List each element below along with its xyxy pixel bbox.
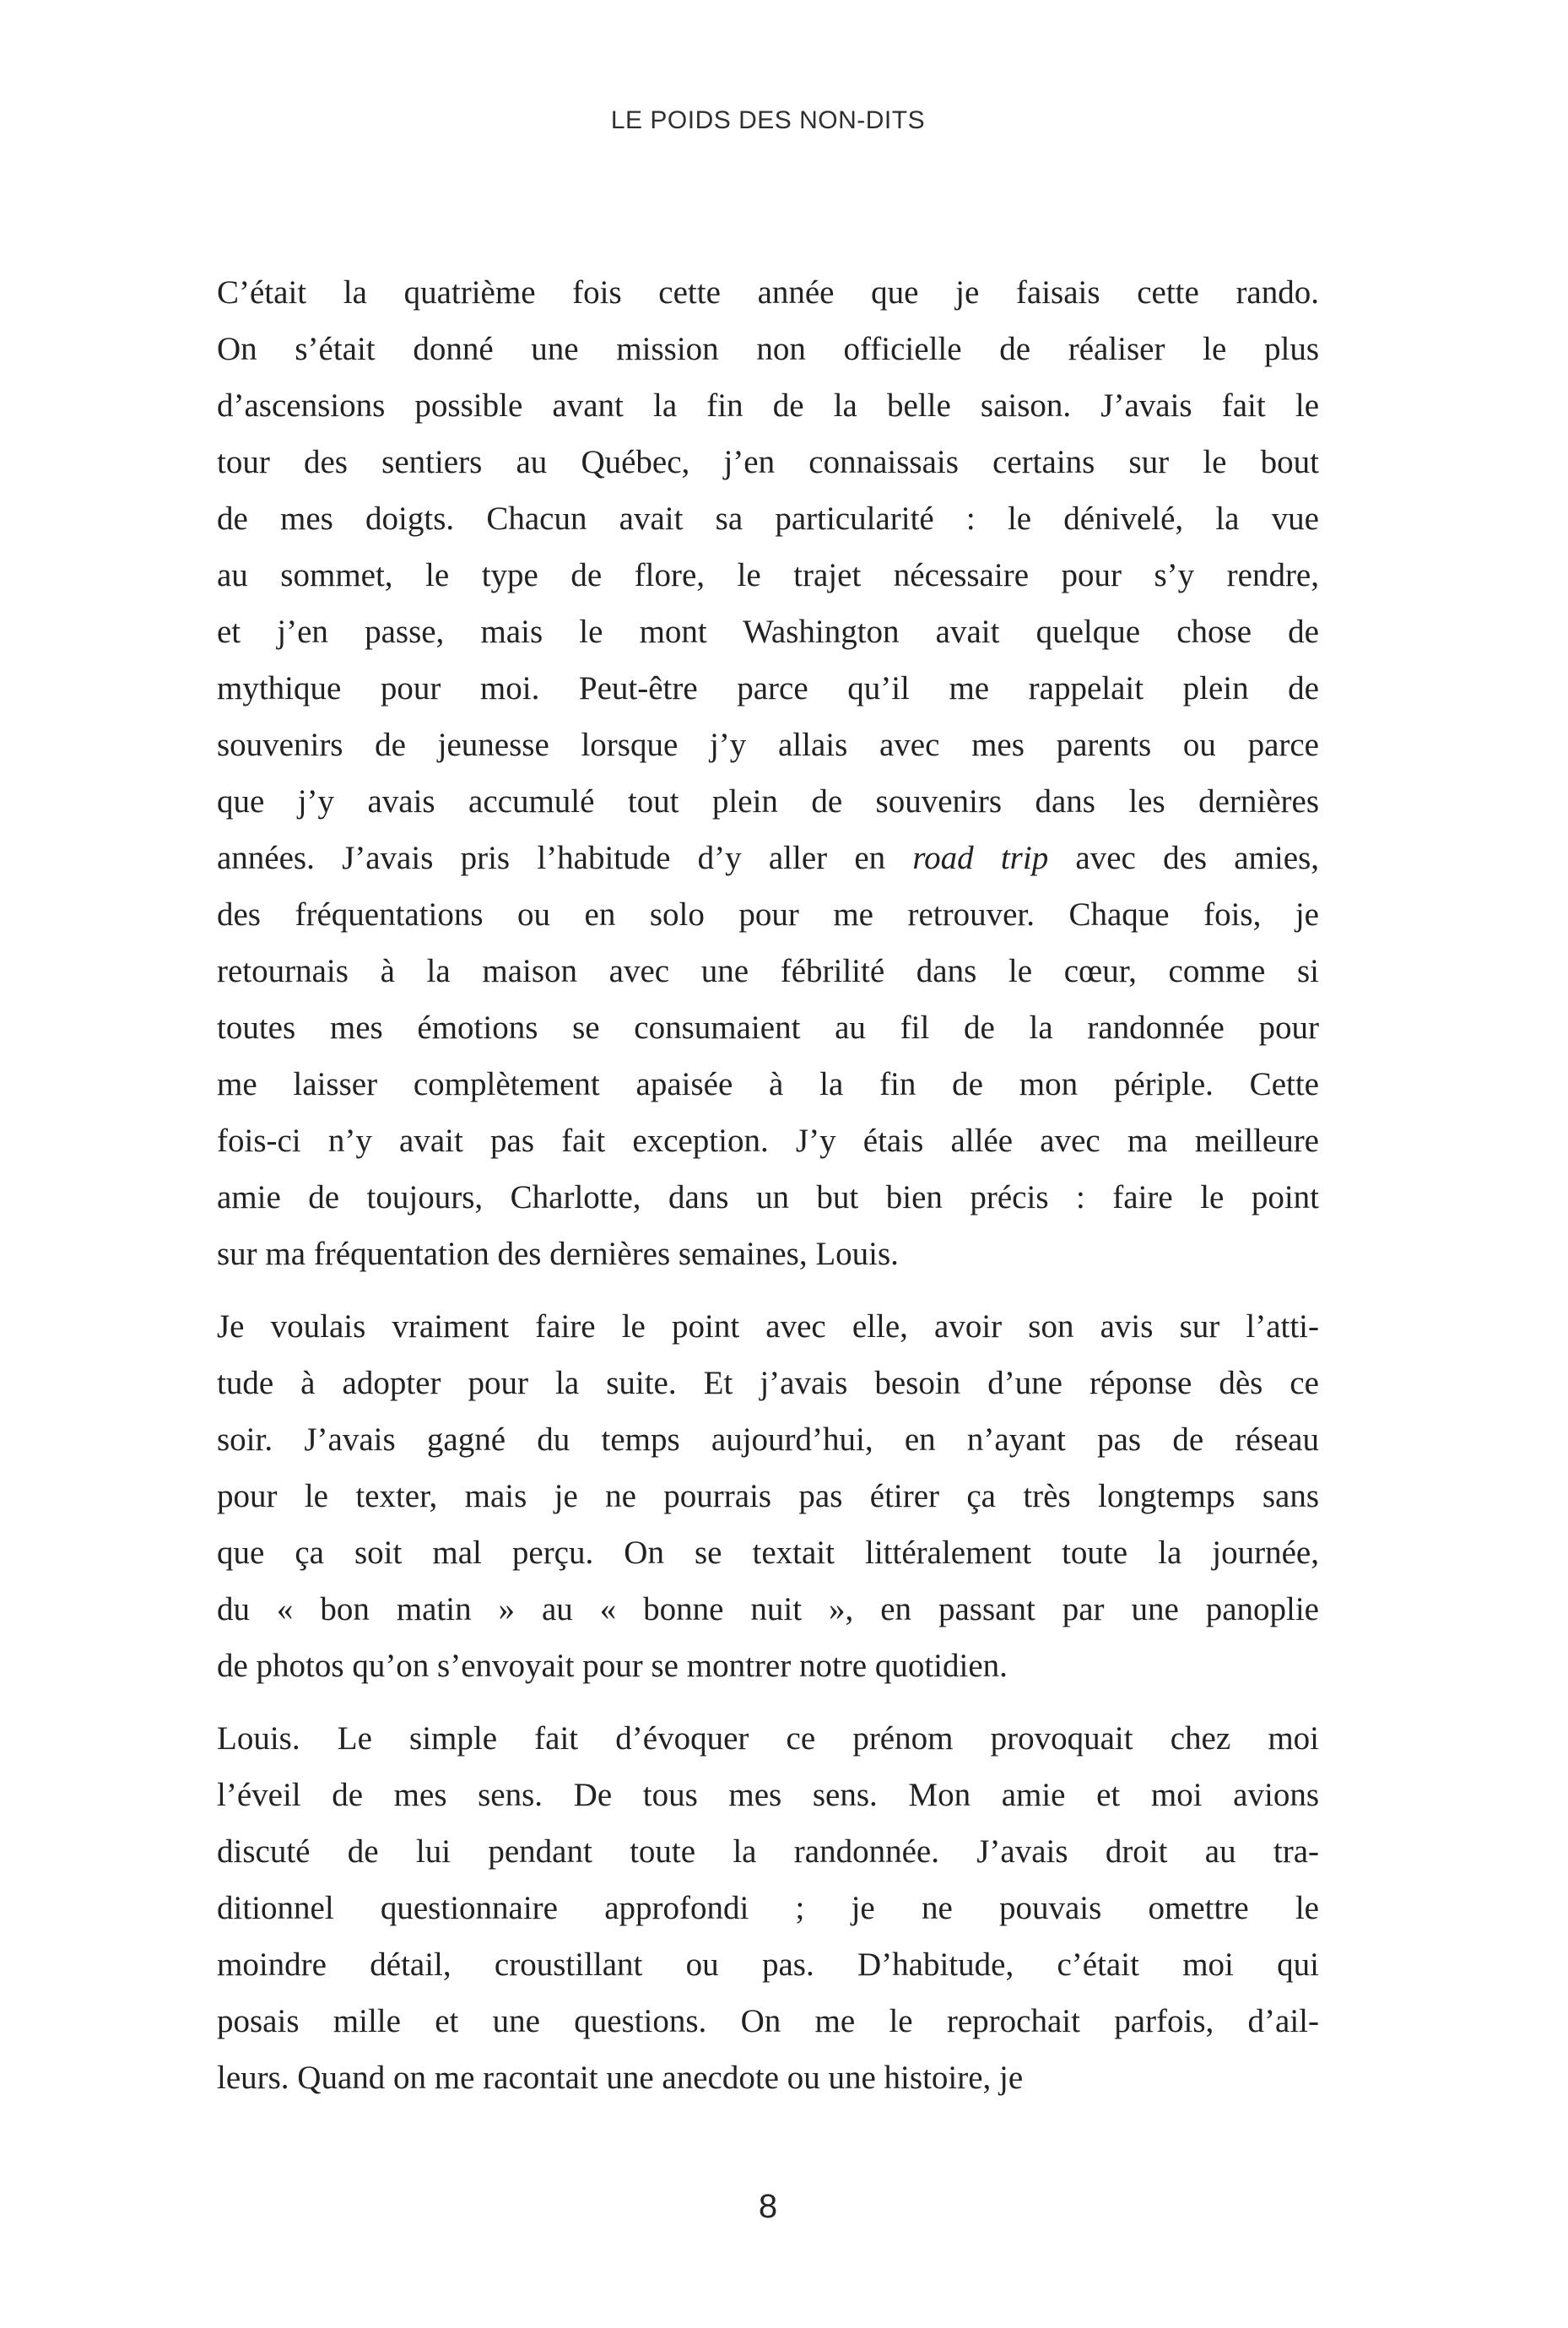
text-line: retournais à la maison avec une fébrilité dans le cœur, comme si xyxy=(217,953,1319,989)
text-line: soir. J’avais gagné du temps aujourd’hui, en n’ayant pas de réseau xyxy=(217,1421,1319,1458)
text-line: me laisser complètement apaisée à la fin de mon périple. Cette xyxy=(217,1066,1319,1102)
text-line: que ça soit mal perçu. On se textait littéralement toute la journée, xyxy=(217,1535,1319,1571)
text-line: des fréquentations ou en solo pour me retrouver. Chaque fois, je xyxy=(217,896,1319,933)
text-line: l’éveil de mes sens. De tous mes sens. Mon amie et moi avions xyxy=(217,1777,1319,1813)
text-line: de photos qu’on s’envoyait pour se montrer notre quotidien. xyxy=(217,1648,1008,1684)
text-line: sur ma fréquentation des dernières semaines, Louis. xyxy=(217,1236,899,1272)
text-line: discuté de lui pendant toute la randonnée. J’avais droit au tra- xyxy=(217,1833,1319,1870)
paragraph xyxy=(217,1710,1319,2106)
running-header: LE POIDS DES NON-DITS xyxy=(610,106,926,134)
text-line: leurs. Quand on me racontait une anecdote ou une histoire, je xyxy=(217,2060,1024,2096)
text-line: moindre détail, croustillant ou pas. D’habitude, c’était moi qui xyxy=(217,1946,1319,1983)
paragraph xyxy=(217,1298,1319,1694)
text-line: années. J’avais pris l’habitude d’y aller en road trip avec des amies, xyxy=(217,840,1319,876)
text-line: Je voulais vraiment faire le point avec elle, avoir son avis sur l’atti- xyxy=(217,1308,1319,1345)
text-line: C’était la quatrième fois cette année que je faisais cette rando. xyxy=(217,274,1319,311)
text-block xyxy=(217,264,1319,2106)
text-line: que j’y avais accumulé tout plein de souvenirs dans les dernières xyxy=(217,783,1319,820)
text-line: On s’était donné une mission non officielle de réaliser le plus xyxy=(217,331,1319,367)
text-line: du « bon matin » au « bonne nuit », en passant par une panoplie xyxy=(217,1591,1319,1627)
text-line: mythique pour moi. Peut-être parce qu’il me rappelait plein de xyxy=(217,670,1319,707)
text-line: amie de toujours, Charlotte, dans un but bien précis : faire le point xyxy=(217,1179,1319,1215)
text-line: tude à adopter pour la suite. Et j’avais besoin d’une réponse dès ce xyxy=(217,1365,1319,1401)
paragraph xyxy=(217,264,1319,1282)
text-line: de mes doigts. Chacun avait sa particularité : le dénivelé, la vue xyxy=(217,501,1319,537)
text-line: pour le texter, mais je ne pourrais pas étirer ça très longtemps sans xyxy=(217,1478,1319,1514)
text-line: souvenirs de jeunesse lorsque j’y allais avec mes parents ou parce xyxy=(217,727,1319,763)
text-line: et j’en passe, mais le mont Washington avait quelque chose de xyxy=(217,614,1319,650)
text-line: tour des sentiers au Québec, j’en connaissais certains sur le bout xyxy=(217,444,1319,480)
text-line: fois-ci n’y avait pas fait exception. J’y étais allée avec ma meilleure xyxy=(217,1123,1319,1159)
text-line: toutes mes émotions se consumaient au fil de la randonnée pour xyxy=(217,1010,1319,1046)
text-line: d’ascensions possible avant la fin de la belle saison. J’avais fait le xyxy=(217,387,1319,424)
page-number: 8 xyxy=(758,2188,778,2225)
text-line: posais mille et une questions. On me le reprochait parfois, d’ail- xyxy=(217,2003,1319,2039)
text-line: Louis. Le simple fait d’évoquer ce prénom provoquait chez moi xyxy=(217,1720,1319,1757)
text-line: au sommet, le type de flore, le trajet nécessaire pour s’y rendre, xyxy=(217,557,1319,593)
text-line: ditionnel questionnaire approfondi ; je ne pouvais omettre le xyxy=(217,1890,1319,1926)
italic-text: road trip xyxy=(912,840,1049,876)
